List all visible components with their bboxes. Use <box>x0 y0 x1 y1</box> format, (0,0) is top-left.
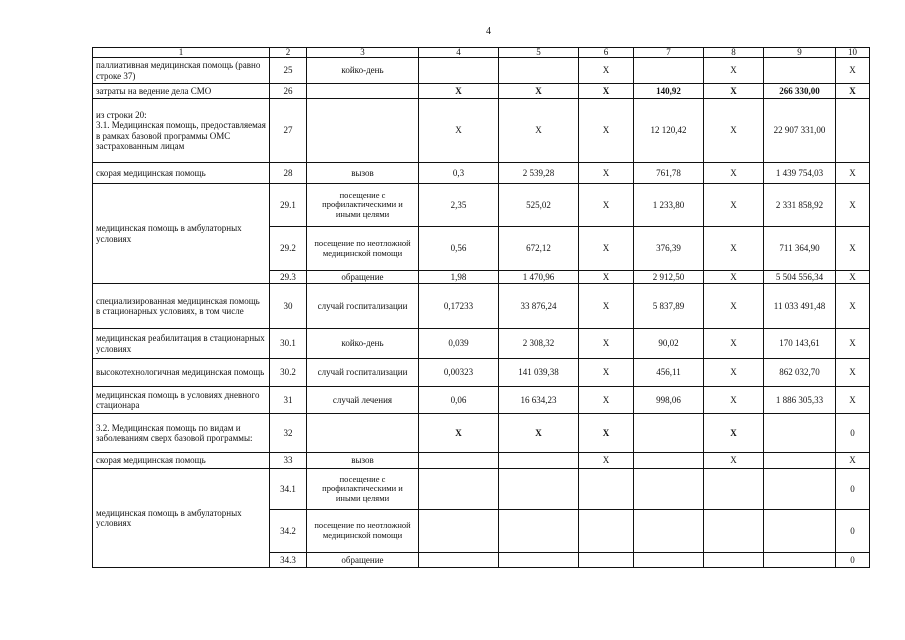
row-code: 26 <box>270 84 307 99</box>
col10-cell <box>836 99 870 163</box>
cost-cell: 672,12 <box>499 227 579 271</box>
col9-cell: 2 331 858,92 <box>764 184 836 227</box>
volume-cell: 0,00323 <box>419 359 499 387</box>
row-code: 29.2 <box>270 227 307 271</box>
section-title: 3.1. Медицинская помощь, предоставляемая в рамках базовой программы ОМС застрахованным лицам <box>96 120 266 151</box>
col9-cell: 1 886 305,33 <box>764 387 836 414</box>
row-code: 32 <box>270 414 307 453</box>
col10-cell: 0 <box>836 469 870 510</box>
cost-cell: 33 876,24 <box>499 284 579 329</box>
unit-cell: посещение по неотложной медицинской помощи <box>307 227 419 271</box>
row-name: затраты на ведение дела СМО <box>93 84 270 99</box>
header-cell: 5 <box>499 48 579 58</box>
volume-cell <box>419 553 499 568</box>
col6-cell: X <box>579 284 634 329</box>
row-code: 30.2 <box>270 359 307 387</box>
col9-cell <box>764 414 836 453</box>
header-cell: 1 <box>93 48 270 58</box>
table-row <box>93 99 870 163</box>
col10-cell: X <box>836 163 870 184</box>
row-name: скорая медицинская помощь <box>93 453 270 469</box>
col10-cell: X <box>836 271 870 284</box>
header-cell: 9 <box>764 48 836 58</box>
col6-cell: X <box>579 271 634 284</box>
col10-cell: X <box>836 184 870 227</box>
col7-cell: 2 912,50 <box>634 271 704 284</box>
col6-cell: X <box>579 58 634 84</box>
col6-cell: X <box>579 359 634 387</box>
col8-cell <box>704 510 764 553</box>
volume-cell: 1,98 <box>419 271 499 284</box>
cost-cell: 2 539,28 <box>499 163 579 184</box>
row-code: 27 <box>270 99 307 163</box>
col6-cell <box>579 469 634 510</box>
col9-cell <box>764 58 836 84</box>
volume-cell: 2,35 <box>419 184 499 227</box>
cost-cell: X <box>499 414 579 453</box>
col9-cell <box>764 553 836 568</box>
table-row <box>93 163 870 184</box>
col10-cell: X <box>836 387 870 414</box>
col8-cell: X <box>704 99 764 163</box>
col8-cell: X <box>704 284 764 329</box>
col8-cell: X <box>704 359 764 387</box>
row-code: 30.1 <box>270 329 307 359</box>
col6-cell: X <box>579 84 634 99</box>
col8-cell: X <box>704 387 764 414</box>
unit-cell: вызов <box>307 163 419 184</box>
col7-cell <box>634 469 704 510</box>
cost-cell: 2 308,32 <box>499 329 579 359</box>
col9-cell: 1 439 754,03 <box>764 163 836 184</box>
col10-cell: X <box>836 84 870 99</box>
col6-cell <box>579 553 634 568</box>
col7-cell: 1 233,80 <box>634 184 704 227</box>
table-row <box>93 453 870 469</box>
unit-cell <box>307 414 419 453</box>
row-code: 33 <box>270 453 307 469</box>
col10-cell: X <box>836 227 870 271</box>
row-name: высокотехнологичная медицинская помощь <box>93 359 270 387</box>
header-cell: 7 <box>634 48 704 58</box>
volume-cell <box>419 469 499 510</box>
col8-cell: X <box>704 84 764 99</box>
volume-cell <box>419 453 499 469</box>
col6-cell: X <box>579 99 634 163</box>
col9-cell: 170 143,61 <box>764 329 836 359</box>
col7-cell: 5 837,89 <box>634 284 704 329</box>
col9-cell <box>764 469 836 510</box>
cost-cell <box>499 553 579 568</box>
table-row <box>93 284 870 329</box>
header-cell: 6 <box>579 48 634 58</box>
col10-cell: X <box>836 359 870 387</box>
row-name: паллиативная медицинская помощь (равно строке 37) <box>93 58 270 84</box>
cost-cell <box>499 469 579 510</box>
col6-cell: X <box>579 387 634 414</box>
col7-cell: 12 120,42 <box>634 99 704 163</box>
cost-cell <box>499 58 579 84</box>
cost-cell <box>499 453 579 469</box>
col8-cell: X <box>704 271 764 284</box>
unit-cell: случай лечения <box>307 387 419 414</box>
section-ref: из строки 20: <box>96 110 147 121</box>
table-row <box>93 469 870 510</box>
col7-cell <box>634 414 704 453</box>
unit-cell <box>307 99 419 163</box>
col8-cell: X <box>704 414 764 453</box>
cost-cell: 525,02 <box>499 184 579 227</box>
unit-cell: случай госпитализации <box>307 284 419 329</box>
table-row <box>93 58 870 84</box>
row-code: 30 <box>270 284 307 329</box>
col7-cell <box>634 453 704 469</box>
table-row <box>93 387 870 414</box>
header-cell: 8 <box>704 48 764 58</box>
col9-cell: 266 330,00 <box>764 84 836 99</box>
col10-cell: X <box>836 453 870 469</box>
volume-cell: X <box>419 99 499 163</box>
col10-cell: 0 <box>836 414 870 453</box>
cost-cell: 141 039,38 <box>499 359 579 387</box>
header-cell: 2 <box>270 48 307 58</box>
header-cell: 10 <box>836 48 870 58</box>
unit-cell: посещение по неотложной медицинской помощи <box>307 510 419 553</box>
financing-table <box>92 47 870 568</box>
row-code: 34.1 <box>270 469 307 510</box>
col7-cell: 761,78 <box>634 163 704 184</box>
col7-cell: 376,39 <box>634 227 704 271</box>
volume-cell: X <box>419 414 499 453</box>
row-name: медицинская помощь в амбулаторных условиях <box>93 184 270 284</box>
volume-cell <box>419 510 499 553</box>
volume-cell: 0,06 <box>419 387 499 414</box>
cost-cell: X <box>499 99 579 163</box>
row-code: 29.3 <box>270 271 307 284</box>
row-code: 28 <box>270 163 307 184</box>
unit-cell: обращение <box>307 553 419 568</box>
col9-cell: 5 504 556,34 <box>764 271 836 284</box>
col9-cell: 11 033 491,48 <box>764 284 836 329</box>
col6-cell: X <box>579 414 634 453</box>
col6-cell: X <box>579 329 634 359</box>
cost-cell: 1 470,96 <box>499 271 579 284</box>
table-row <box>93 184 870 227</box>
col7-cell <box>634 553 704 568</box>
col7-cell <box>634 510 704 553</box>
row-name: 3.2. Медицинская помощь по видам и заболеваниям сверх базовой программы: <box>93 414 270 453</box>
row-code: 25 <box>270 58 307 84</box>
col8-cell: X <box>704 163 764 184</box>
row-code: 34.2 <box>270 510 307 553</box>
unit-cell: койко-день <box>307 58 419 84</box>
col7-cell: 140,92 <box>634 84 704 99</box>
unit-cell: вызов <box>307 453 419 469</box>
unit-cell <box>307 84 419 99</box>
volume-cell: X <box>419 84 499 99</box>
col6-cell: X <box>579 453 634 469</box>
volume-cell: 0,039 <box>419 329 499 359</box>
volume-cell: 0,3 <box>419 163 499 184</box>
unit-cell: случай госпитализации <box>307 359 419 387</box>
col9-cell <box>764 453 836 469</box>
header-row <box>93 48 870 58</box>
unit-cell: посещение с профилактическими и иными целями <box>307 184 419 227</box>
volume-cell: 0,17233 <box>419 284 499 329</box>
col8-cell: X <box>704 58 764 84</box>
col10-cell: X <box>836 284 870 329</box>
col7-cell: 998,06 <box>634 387 704 414</box>
volume-cell: 0,56 <box>419 227 499 271</box>
col8-cell <box>704 553 764 568</box>
col8-cell: X <box>704 227 764 271</box>
col9-cell: 711 364,90 <box>764 227 836 271</box>
col7-cell <box>634 58 704 84</box>
row-code: 31 <box>270 387 307 414</box>
row-name <box>93 99 270 163</box>
table-row <box>93 414 870 453</box>
col10-cell: X <box>836 58 870 84</box>
row-name: медицинская помощь в амбулаторных условиях <box>93 469 270 568</box>
unit-cell: койко-день <box>307 329 419 359</box>
col6-cell <box>579 510 634 553</box>
col7-cell: 90,02 <box>634 329 704 359</box>
col9-cell: 862 032,70 <box>764 359 836 387</box>
row-code: 34.3 <box>270 553 307 568</box>
cost-cell: X <box>499 84 579 99</box>
table-row <box>93 359 870 387</box>
row-code: 29.1 <box>270 184 307 227</box>
row-name: скорая медицинская помощь <box>93 163 270 184</box>
col6-cell: X <box>579 163 634 184</box>
row-name: медицинская реабилитация в стационарных условиях <box>93 329 270 359</box>
table-row <box>93 84 870 99</box>
unit-cell: посещение с профилактическими и иными целями <box>307 469 419 510</box>
cost-cell <box>499 510 579 553</box>
row-name: медицинская помощь в условиях дневного стационара <box>93 387 270 414</box>
col10-cell: X <box>836 329 870 359</box>
col10-cell: 0 <box>836 553 870 568</box>
header-cell: 4 <box>419 48 499 58</box>
col9-cell: 22 907 331,00 <box>764 99 836 163</box>
cost-cell: 16 634,23 <box>499 387 579 414</box>
col6-cell: X <box>579 184 634 227</box>
col10-cell: 0 <box>836 510 870 553</box>
unit-cell: обращение <box>307 271 419 284</box>
col6-cell: X <box>579 227 634 271</box>
col8-cell: X <box>704 184 764 227</box>
table-row <box>93 329 870 359</box>
col8-cell: X <box>704 453 764 469</box>
volume-cell <box>419 58 499 84</box>
col7-cell: 456,11 <box>634 359 704 387</box>
page-number: 4 <box>486 26 491 37</box>
col9-cell <box>764 510 836 553</box>
header-cell: 3 <box>307 48 419 58</box>
col8-cell <box>704 469 764 510</box>
col8-cell: X <box>704 329 764 359</box>
row-name: специализированная медицинская помощь в стационарных условиях, в том числе <box>93 284 270 329</box>
